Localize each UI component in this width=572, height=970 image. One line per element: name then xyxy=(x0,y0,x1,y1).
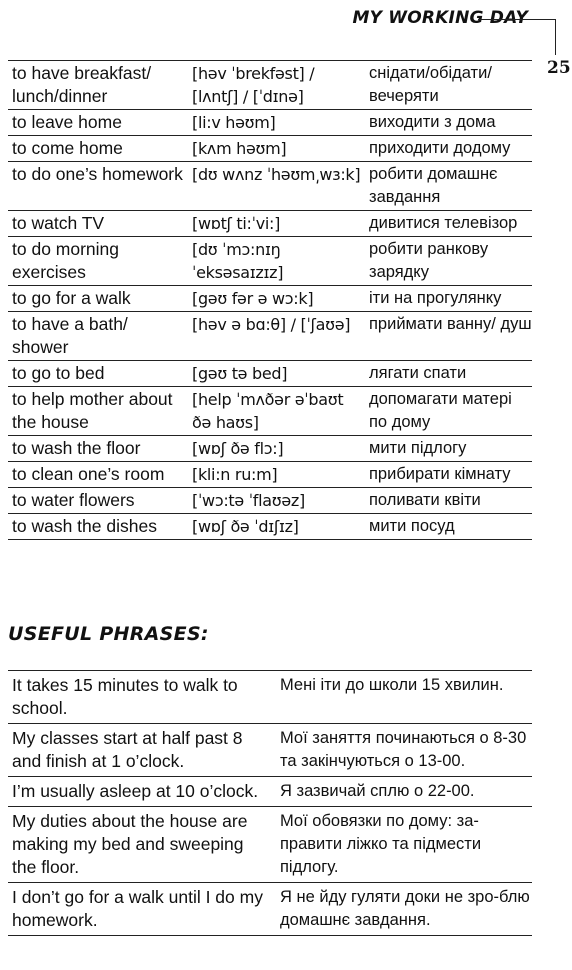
transcription: [dʊ ˈmɔ:nɪŋ ˈeksəsaɪzɪz] xyxy=(188,237,363,286)
english-phrase: to come home xyxy=(8,136,188,162)
table-row xyxy=(8,387,532,436)
table-row xyxy=(8,237,532,286)
table-row xyxy=(8,777,532,807)
english-phrase: to water flowers xyxy=(8,488,188,514)
table-row xyxy=(8,312,532,361)
ukrainian-translation: Мені іти до школи 15 хвилин. xyxy=(272,671,532,724)
ukrainian-translation: Мої заняття починаються о 8-30 та закінчуються о 13-00. xyxy=(272,724,532,777)
table-row xyxy=(8,136,532,162)
english-phrase: My classes start at half past 8 and finish at 1 o’clock. xyxy=(8,724,272,777)
english-phrase: to do one’s homework xyxy=(8,162,188,211)
table-row xyxy=(8,462,532,488)
table-row xyxy=(8,211,532,237)
header-rule-vertical xyxy=(555,19,556,55)
english-phrase: My duties about the house are making my bed and sweeping the floor. xyxy=(8,807,272,883)
header-rule xyxy=(478,19,555,20)
useful-phrases-table xyxy=(8,670,532,936)
table-row xyxy=(8,883,532,936)
english-phrase: to do morning exercises xyxy=(8,237,188,286)
ukrainian-translation: лягати спати xyxy=(363,361,532,387)
table-row xyxy=(8,162,532,211)
english-phrase: to clean one’s room xyxy=(8,462,188,488)
ukrainian-translation: Мої обовязки по дому: за-правити ліжко та підмести підлогу. xyxy=(272,807,532,883)
english-phrase: to help mother about the house xyxy=(8,387,188,436)
table-row xyxy=(8,671,532,724)
transcription: [li:v həʊm] xyxy=(188,110,363,136)
table-row xyxy=(8,110,532,136)
ukrainian-translation: прибирати кімнату xyxy=(363,462,532,488)
transcription: [wɒtʃ ti:ˈvi:] xyxy=(188,211,363,237)
page-number: 25 xyxy=(547,58,571,78)
transcription: [ˈwɔ:tə ˈflaʊəz] xyxy=(188,488,363,514)
ukrainian-translation: іти на прогулянку xyxy=(363,286,532,312)
transcription: [həv ə bɑ:θ] / [ˈʃaʊə] xyxy=(188,312,363,361)
transcription: [help ˈmʌðər əˈbaʊt ðə haʊs] xyxy=(188,387,363,436)
english-phrase: I don’t go for a walk until I do my homework. xyxy=(8,883,272,936)
ukrainian-translation: снідати/обідати/ вечеряти xyxy=(363,61,532,110)
table-row xyxy=(8,361,532,387)
ukrainian-translation: мити підлогу xyxy=(363,436,532,462)
transcription: [kʌm həʊm] xyxy=(188,136,363,162)
table-row xyxy=(8,807,532,883)
transcription: [dʊ wʌnz ˈhəʊm͵wɜ:k] xyxy=(188,162,363,211)
english-phrase: to wash the dishes xyxy=(8,514,188,540)
english-phrase: I’m usually asleep at 10 o’clock. xyxy=(8,777,272,807)
ukrainian-translation: приходити додому xyxy=(363,136,532,162)
table-row xyxy=(8,61,532,110)
vocabulary-table xyxy=(8,60,532,540)
ukrainian-translation: виходити з дома xyxy=(363,110,532,136)
table-row xyxy=(8,436,532,462)
table-row xyxy=(8,514,532,540)
transcription: [həv ˈbrekfəst] / [lʌntʃ] / [ˈdɪnə] xyxy=(188,61,363,110)
table-row xyxy=(8,488,532,514)
ukrainian-translation: дивитися телевізор xyxy=(363,211,532,237)
page-header-title: MY WORKING DAY xyxy=(352,8,528,28)
ukrainian-translation: приймати ванну/ душ xyxy=(363,312,532,361)
english-phrase: to leave home xyxy=(8,110,188,136)
ukrainian-translation: робити домашнє завдання xyxy=(363,162,532,211)
english-phrase: to watch TV xyxy=(8,211,188,237)
ukrainian-translation: допомагати матері по дому xyxy=(363,387,532,436)
transcription: [gəʊ tə bed] xyxy=(188,361,363,387)
english-phrase: to go to bed xyxy=(8,361,188,387)
english-phrase: to go for a walk xyxy=(8,286,188,312)
english-phrase: to have a bath/ shower xyxy=(8,312,188,361)
useful-phrases-title: USEFUL PHRASES: xyxy=(8,623,209,645)
transcription: [gəʊ fər ə wɔ:k] xyxy=(188,286,363,312)
english-phrase: to have breakfast/ lunch/dinner xyxy=(8,61,188,110)
ukrainian-translation: Я не йду гуляти доки не зро-блю домашнє завдання. xyxy=(272,883,532,936)
english-phrase: It takes 15 minutes to walk to school. xyxy=(8,671,272,724)
transcription: [wɒʃ ðə ˈdɪʃɪz] xyxy=(188,514,363,540)
ukrainian-translation: робити ранкову зарядку xyxy=(363,237,532,286)
table-row xyxy=(8,286,532,312)
english-phrase: to wash the floor xyxy=(8,436,188,462)
ukrainian-translation: Я зазвичай сплю о 22-00. xyxy=(272,777,532,807)
transcription: [kli:n ru:m] xyxy=(188,462,363,488)
ukrainian-translation: мити посуд xyxy=(363,514,532,540)
ukrainian-translation: поливати квіти xyxy=(363,488,532,514)
table-row xyxy=(8,724,532,777)
transcription: [wɒʃ ðə flɔ:] xyxy=(188,436,363,462)
